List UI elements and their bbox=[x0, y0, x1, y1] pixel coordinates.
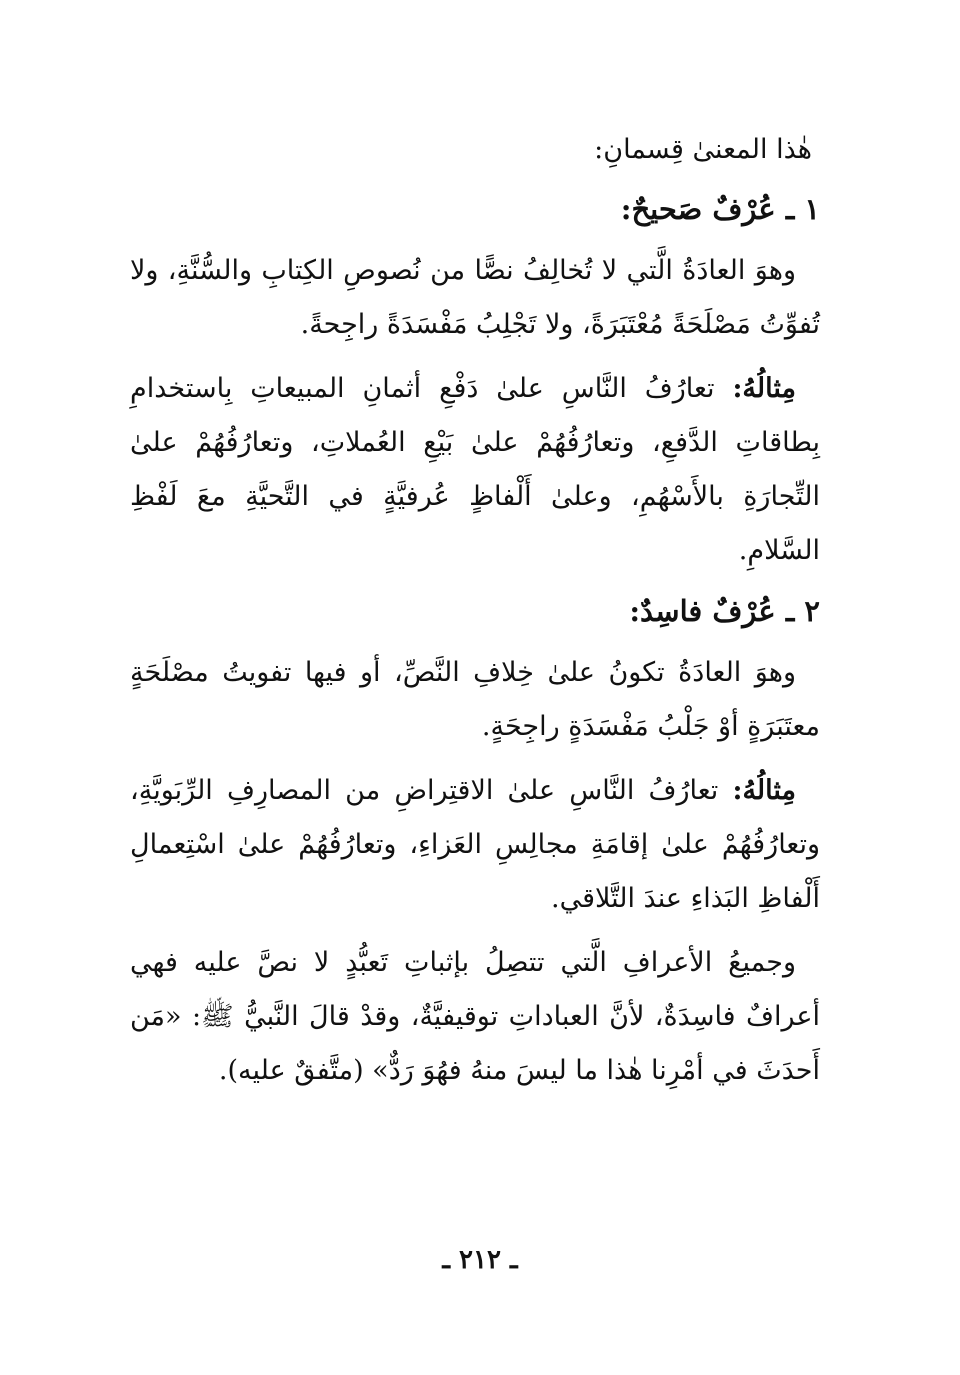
valid-custom-definition: وهوَ العادَةُ الَّتي لا تُخالِفُ نصًّا من نُصوصِ الكِتابِ والسُّنَّةِ، ولا تُفوِّتُ مَصْلَحَةً مُعْتَبَرَةً، ولا تَجْلِبُ مَفْسَدَةً راجِحةً. bbox=[130, 255, 820, 340]
heading-valid-custom: ١ ـ عُرْفٌ صَحيحٌ: bbox=[620, 192, 820, 226]
page-body bbox=[130, 128, 820, 1108]
closing-paragraph: وجميعُ الأعرافِ الَّتي تتصِلُ بإثباتِ تَعبُّدٍ لا نصَّ عليه فهي أعرافٌ فاسِدَةٌ، لأنَّ العباداتِ توقيفيَّةٌ، وقدْ قالَ النَّبيُّ ﷺ: «مَن أَحدَثَ في أمْرِنا هٰذا ما ليسَ منهُ فهُوَ رَدٌّ» (متَّفقٌ عليه). bbox=[130, 947, 820, 1086]
invalid-custom-definition: وهوَ العادَةُ تكونُ علىٰ خِلافِ النَّصِّ، أو فيها تفويتُ مصْلَحَةٍ معتَبَرَةٍ أوْ جَلْبُ مَفْسَدَةٍ راجِحَةٍ. bbox=[130, 657, 820, 742]
example-text: تعارُفُ النَّاسِ علىٰ دَفْعِ أثمانِ المبيعاتِ بِاستخدامِ بِطاقاتِ الدَّفعِ، وتعارُفُهُمْ علىٰ بَيْعِ العُملاتِ، وتعارُفُهُمْ علىٰ التِّجارَةِ بالأَسْهُمِ، وعلىٰ أَلْفاظٍ عُرفيَّةٍ في التَّحيَّةِ معَ لَفْظِ السَّلامِ. bbox=[130, 373, 820, 566]
example-text: تعارُفُ النَّاسِ علىٰ الاقتِراضِ من المصارِفِ الرِّبَويَّةِ، وتعارُفُهُمْ علىٰ إقامَةِ مجالِسِ العَزاءِ، وتعارُفُهُمْ علىٰ اسْتِعمالِ أَلْفاظِ البَذاءِ عندَ التَّلاقي. bbox=[130, 775, 820, 914]
heading-invalid-custom: ٢ ـ عُرْفٌ فاسِدٌ: bbox=[629, 594, 820, 628]
valid-custom-example bbox=[130, 362, 820, 578]
page-number: ـ ٢١٢ ـ bbox=[442, 1245, 518, 1275]
invalid-custom-example bbox=[130, 764, 820, 926]
intro-line: هٰذا المعنىٰ قِسمانِ: bbox=[594, 134, 812, 165]
example-label: مِثالُهُ: bbox=[732, 373, 796, 404]
example-label: مِثالُهُ: bbox=[732, 775, 796, 806]
